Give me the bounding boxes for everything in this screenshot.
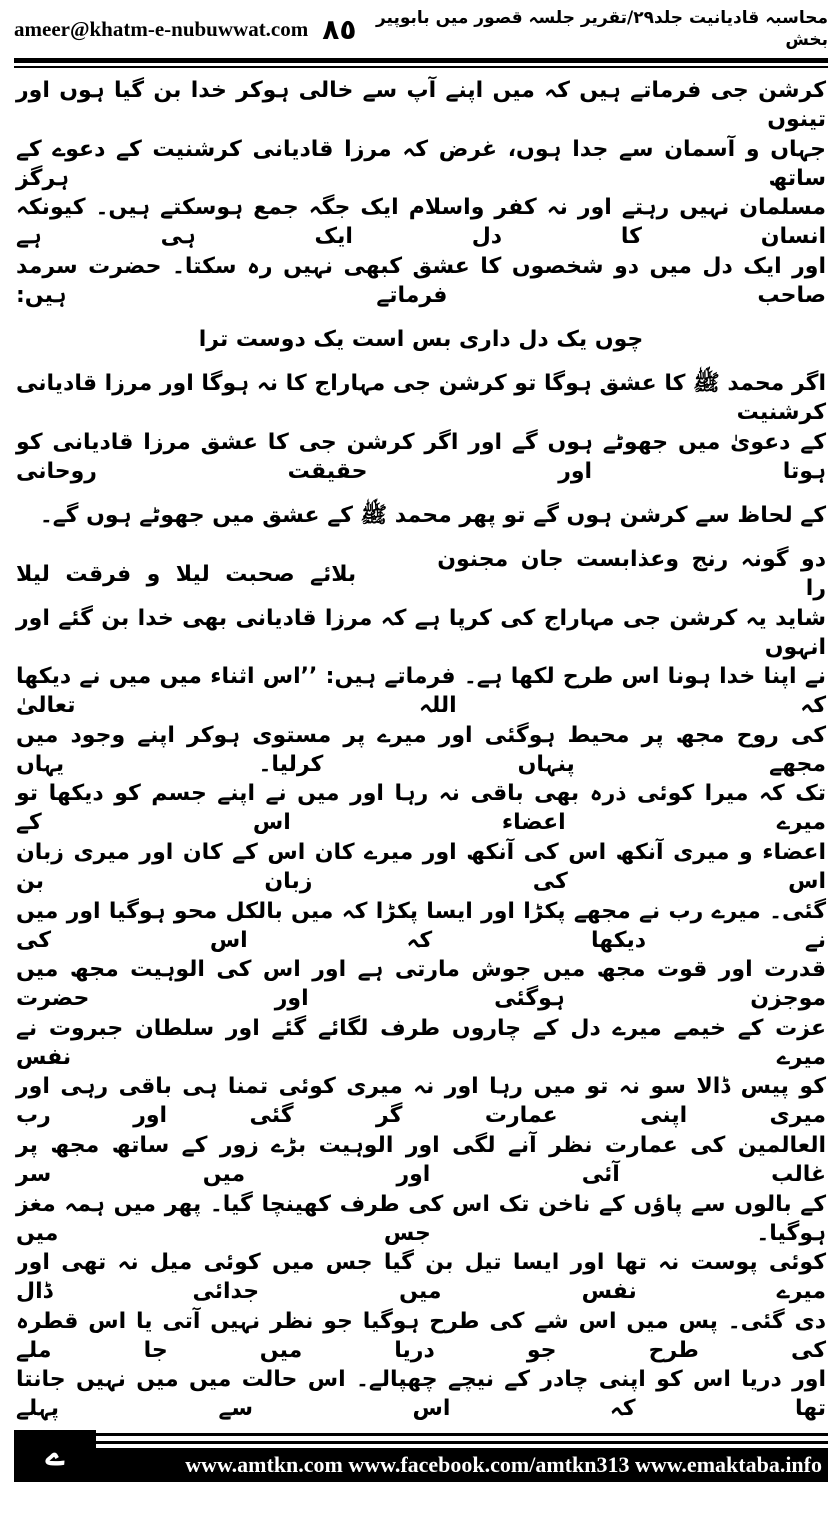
text-row	[16, 135, 826, 194]
text-row	[16, 1248, 826, 1307]
text-line: العالمین کی عمارت نظر آنے لگی اور الوہیت بڑے زور کے ساتھ مجھ پر غالب آئی اور میں سر	[16, 1132, 826, 1187]
text-row	[16, 252, 826, 311]
text-line: کو پیس ڈالا سو نہ تو میں رہا اور نہ میری کوئی تمنا ہی باقی رہی اور میری اپنی عمارت گر گئی اور رب	[16, 1074, 826, 1129]
text-line: نے اپنا خدا ہونا اس طرح لکھا ہے۔ فرماتے ہیں: ’’اس اثناء میں میں نے دیکھا کہ اللہ تعالیٰ	[16, 664, 826, 719]
header-email: ameer@khatm-e-nubuwwat.com	[14, 16, 309, 41]
text-row	[16, 369, 826, 428]
footer-right	[96, 1430, 828, 1482]
couplet-second-hemistich: بلائے صحبت لیلا و فرقت لیلا	[16, 561, 357, 587]
footer-rule	[96, 1441, 828, 1444]
text-row	[16, 1131, 826, 1190]
text-line: گئی۔ میرے رب نے مجھے پکڑا اور ایسا پکڑا کہ میں بالکل محو ہوگیا اور میں نے دیکھا کہ اس کی	[16, 898, 826, 953]
verse-row	[16, 310, 826, 369]
text-row	[16, 896, 826, 955]
text-row	[16, 662, 826, 721]
header-title: محاسبہ قادیانیت جلد۲۹/تقریر جلسہ قصور میں بابوپیر بخش	[375, 8, 828, 50]
text-line: اور ایک دل میں دو شخصوں کا عشق کبھی نہیں رہ سکتا۔ حضرت سرمد صاحب فرماتے ہیں:	[16, 254, 826, 309]
text-row	[16, 955, 826, 1014]
text-line: شاید یہ کرشن جی مہاراج کی کرپا ہے کہ مرزا قادیانی بھی خدا بن گئے اور انہوں	[16, 605, 826, 660]
text-row	[16, 1072, 826, 1131]
text-row	[16, 428, 826, 487]
footer-catchword: ے	[14, 1430, 96, 1482]
text-row	[16, 779, 826, 838]
text-row	[16, 838, 826, 897]
text-line: کے دعویٰ میں جھوٹے ہوں گے اور اگر کرشن جی کا عشق مرزا قادیانی کو ہوتا اور حقیقت روحانی	[16, 429, 826, 484]
text-row	[16, 1189, 826, 1248]
text-line: اعضاء و میری آنکھ اس کی آنکھ اور میرے کان اس کے کان اور میری زبان اس کی زبان بن	[16, 840, 826, 895]
text-line: اور دریا اس کو اپنی چادر کے نیچے چھپالے۔ اس حالت میں میں نہیں جانتا تھا کہ اس سے پہلے	[16, 1367, 826, 1422]
text-line: کی روح مجھ پر محیط ہوگئی اور میرے پر مستوی ہوکر اپنے وجود میں مجھے پنہاں کرلیا۔ یہاں	[16, 722, 826, 777]
text-line: تک کہ میرا کوئی ذرہ بھی باقی نہ رہا اور میں نے اپنے جسم کو دیکھا تو میرے اعضاء اس کے	[16, 781, 826, 836]
page-number: ٨٥	[322, 12, 357, 46]
couplet-first-hemistich: دو گونہ رنج وعذابست جان مجنون را	[437, 547, 826, 602]
page-body	[14, 68, 828, 1424]
page-header	[14, 6, 828, 52]
text-row	[16, 193, 826, 252]
verse-line: چوں یک دل داری بس است یک دوست ترا	[198, 327, 644, 353]
text-line: اگر محمد ﷺ کا عشق ہوگا تو کرشن جی مہاراج کا نہ ہوگا اور مرزا قادیانی کرشنیت	[16, 371, 826, 426]
text-line: کے لحاظ سے کرشن ہوں گے تو پھر محمد ﷺ کے عشق میں جھوٹے ہوں گے۔	[39, 502, 826, 528]
header-rule-thick	[14, 58, 828, 63]
text-row	[16, 1014, 826, 1073]
page-footer	[14, 1430, 828, 1482]
footer-links: www.amtkn.com www.facebook.com/amtkn313 www.emaktaba.info	[96, 1448, 828, 1482]
text-row	[16, 603, 826, 662]
text-line: جہاں و آسمان سے جدا ہوں، غرض کہ مرزا قادیانی کرشنیت کے دعوے کے ساتھ ہرگز	[16, 136, 826, 191]
text-line: عزت کے خیمے میرے دل کے چاروں طرف لگائے گئے اور سلطان جبروت نے میرے نفس	[16, 1015, 826, 1070]
text-row	[16, 76, 826, 135]
text-row	[16, 1365, 826, 1424]
couplet	[16, 545, 826, 604]
text-line: کوئی پوست نہ تھا اور ایسا تیل بن گیا جس میں کوئی میل نہ تھی اور میرے نفس میں جدائی ڈال	[16, 1250, 826, 1305]
text-line: قدرت اور قوت مجھ میں جوش مارتی ہے اور اس کی الوہیت مجھ میں موجزن ہوگئی اور حضرت	[16, 957, 826, 1012]
text-row	[16, 1306, 826, 1365]
text-line: دی گئی۔ پس میں اس شے کی طرح ہوگیا جو نظر نہیں آتی یا اس قطرہ کی طرح جو دریا میں جا ملے	[16, 1308, 826, 1363]
text-line: مسلمان نہیں رہتے اور نہ کفر واسلام ایک جگہ جمع ہوسکتے ہیں۔ کیونکہ انسان کا دل ایک ہی ہے	[16, 195, 826, 250]
text-line: کرشن جی فرماتے ہیں کہ میں اپنے آپ سے خالی ہوکر خدا بن گیا ہوں اور تینوں	[16, 78, 826, 133]
text-row	[16, 721, 826, 780]
text-row	[16, 486, 826, 545]
footer-rule	[96, 1433, 828, 1436]
text-line: کے بالوں سے پاؤں کے ناخن تک اس کی طرف کھینچا گیا۔ پھر میں ہمہ مغز ہوگیا۔ جس میں	[16, 1191, 826, 1246]
